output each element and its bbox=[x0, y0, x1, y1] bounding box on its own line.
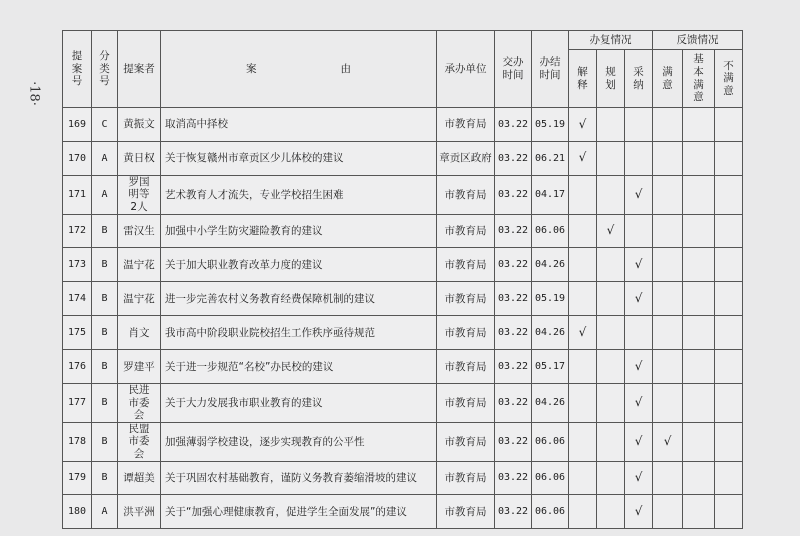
cell-hand-time: 03.22 bbox=[495, 108, 532, 142]
cell-reply-explain bbox=[569, 350, 597, 384]
cell-feedback-basic-satisfied bbox=[683, 108, 715, 142]
header-reply-group: 办复情况 bbox=[569, 31, 653, 50]
cell-unit: 市教育局 bbox=[437, 248, 495, 282]
cell-reply-explain bbox=[569, 175, 597, 214]
cell-category: A bbox=[92, 175, 118, 214]
cell-reply-adopt bbox=[625, 214, 653, 248]
cell-feedback-satisfied bbox=[653, 316, 683, 350]
cell-feedback-basic-satisfied bbox=[683, 175, 715, 214]
cell-feedback-basic-satisfied bbox=[683, 384, 715, 423]
cell-reply-explain bbox=[569, 384, 597, 423]
cell-category: B bbox=[92, 248, 118, 282]
table-row bbox=[63, 422, 743, 461]
table-row bbox=[63, 175, 743, 214]
cell-feedback-satisfied bbox=[653, 108, 683, 142]
cell-reply-explain bbox=[569, 248, 597, 282]
cell-reason: 关于巩固农村基础教育，谨防义务教育萎缩滑坡的建议 bbox=[161, 461, 437, 495]
cell-reply-explain: √ bbox=[569, 141, 597, 175]
cell-feedback-satisfied bbox=[653, 214, 683, 248]
cell-id: 179 bbox=[63, 461, 92, 495]
cell-feedback-satisfied bbox=[653, 495, 683, 529]
proposal-table-container bbox=[62, 30, 742, 519]
cell-feedback-satisfied bbox=[653, 141, 683, 175]
cell-unit: 市教育局 bbox=[437, 384, 495, 423]
cell-reply-adopt: √ bbox=[625, 350, 653, 384]
cell-reply-adopt bbox=[625, 141, 653, 175]
cell-done-time: 04.17 bbox=[532, 175, 569, 214]
cell-id: 169 bbox=[63, 108, 92, 142]
cell-feedback-basic-satisfied bbox=[683, 495, 715, 529]
page-number: ·18· bbox=[26, 81, 42, 106]
cell-feedback-unsatisfied bbox=[715, 214, 743, 248]
cell-done-time: 06.06 bbox=[532, 422, 569, 461]
header-done-time: 办结时间 bbox=[532, 31, 569, 108]
cell-category: B bbox=[92, 214, 118, 248]
cell-feedback-unsatisfied bbox=[715, 422, 743, 461]
cell-reply-plan bbox=[597, 495, 625, 529]
cell-unit: 市教育局 bbox=[437, 350, 495, 384]
cell-feedback-unsatisfied bbox=[715, 141, 743, 175]
cell-hand-time: 03.22 bbox=[495, 422, 532, 461]
cell-feedback-unsatisfied bbox=[715, 282, 743, 316]
cell-feedback-unsatisfied bbox=[715, 350, 743, 384]
cell-done-time: 06.06 bbox=[532, 461, 569, 495]
cell-reply-plan bbox=[597, 422, 625, 461]
cell-feedback-basic-satisfied bbox=[683, 316, 715, 350]
cell-proposer: 罗国明等2人 bbox=[118, 175, 161, 214]
cell-feedback-satisfied: √ bbox=[653, 422, 683, 461]
cell-id: 178 bbox=[63, 422, 92, 461]
cell-unit: 市教育局 bbox=[437, 282, 495, 316]
cell-reply-explain bbox=[569, 422, 597, 461]
cell-proposer: 肖文 bbox=[118, 316, 161, 350]
table-row bbox=[63, 282, 743, 316]
cell-reply-adopt bbox=[625, 108, 653, 142]
cell-feedback-unsatisfied bbox=[715, 316, 743, 350]
cell-done-time: 05.17 bbox=[532, 350, 569, 384]
cell-proposer: 雷汉生 bbox=[118, 214, 161, 248]
cell-feedback-satisfied bbox=[653, 248, 683, 282]
table-row bbox=[63, 461, 743, 495]
cell-hand-time: 03.22 bbox=[495, 248, 532, 282]
cell-feedback-unsatisfied bbox=[715, 175, 743, 214]
header-proposer: 提案者 bbox=[118, 31, 161, 108]
cell-hand-time: 03.22 bbox=[495, 175, 532, 214]
cell-done-time: 06.06 bbox=[532, 214, 569, 248]
cell-category: B bbox=[92, 316, 118, 350]
header-category: 分类号 bbox=[92, 31, 118, 108]
cell-reply-plan bbox=[597, 175, 625, 214]
cell-reply-plan bbox=[597, 350, 625, 384]
cell-id: 176 bbox=[63, 350, 92, 384]
cell-reply-plan bbox=[597, 108, 625, 142]
cell-done-time: 04.26 bbox=[532, 316, 569, 350]
header-feedback-unsatisfied: 不满意 bbox=[715, 50, 743, 108]
header-feedback-basic-satisfied: 基本满意 bbox=[683, 50, 715, 108]
cell-unit: 市教育局 bbox=[437, 108, 495, 142]
cell-reply-plan bbox=[597, 461, 625, 495]
cell-reply-plan bbox=[597, 316, 625, 350]
cell-reply-adopt: √ bbox=[625, 422, 653, 461]
cell-feedback-unsatisfied bbox=[715, 108, 743, 142]
cell-category: A bbox=[92, 495, 118, 529]
cell-hand-time: 03.22 bbox=[495, 495, 532, 529]
cell-reply-adopt: √ bbox=[625, 495, 653, 529]
cell-id: 173 bbox=[63, 248, 92, 282]
cell-reason: 关于大力发展我市职业教育的建议 bbox=[161, 384, 437, 423]
header-reply-plan: 规划 bbox=[597, 50, 625, 108]
cell-hand-time: 03.22 bbox=[495, 384, 532, 423]
cell-id: 180 bbox=[63, 495, 92, 529]
cell-reply-explain: √ bbox=[569, 108, 597, 142]
cell-feedback-satisfied bbox=[653, 350, 683, 384]
cell-reply-adopt: √ bbox=[625, 175, 653, 214]
cell-feedback-basic-satisfied bbox=[683, 282, 715, 316]
cell-feedback-satisfied bbox=[653, 175, 683, 214]
table-row bbox=[63, 495, 743, 529]
table-row bbox=[63, 108, 743, 142]
cell-done-time: 06.06 bbox=[532, 495, 569, 529]
header-id: 提案号 bbox=[63, 31, 92, 108]
cell-id: 177 bbox=[63, 384, 92, 423]
cell-unit: 市教育局 bbox=[437, 214, 495, 248]
cell-hand-time: 03.22 bbox=[495, 214, 532, 248]
table-row bbox=[63, 214, 743, 248]
cell-unit: 市教育局 bbox=[437, 422, 495, 461]
cell-reason: 取消高中择校 bbox=[161, 108, 437, 142]
cell-unit: 章贡区政府 bbox=[437, 141, 495, 175]
table-row bbox=[63, 248, 743, 282]
header-reply-explain: 解释 bbox=[569, 50, 597, 108]
cell-proposer: 洪平洲 bbox=[118, 495, 161, 529]
cell-reason: 关于加大职业教育改革力度的建议 bbox=[161, 248, 437, 282]
cell-feedback-basic-satisfied bbox=[683, 422, 715, 461]
cell-proposer: 黄振文 bbox=[118, 108, 161, 142]
cell-reason: 我市高中阶段职业院校招生工作秩序亟待规范 bbox=[161, 316, 437, 350]
proposal-table bbox=[62, 30, 743, 529]
cell-hand-time: 03.22 bbox=[495, 316, 532, 350]
cell-reply-plan bbox=[597, 384, 625, 423]
cell-unit: 市教育局 bbox=[437, 495, 495, 529]
cell-done-time: 05.19 bbox=[532, 282, 569, 316]
cell-feedback-basic-satisfied bbox=[683, 461, 715, 495]
cell-reply-adopt: √ bbox=[625, 384, 653, 423]
cell-reason: 加强中小学生防灾避险教育的建议 bbox=[161, 214, 437, 248]
table-row bbox=[63, 350, 743, 384]
cell-reply-plan bbox=[597, 141, 625, 175]
cell-proposer: 罗建平 bbox=[118, 350, 161, 384]
cell-feedback-satisfied bbox=[653, 282, 683, 316]
cell-feedback-basic-satisfied bbox=[683, 141, 715, 175]
cell-feedback-satisfied bbox=[653, 384, 683, 423]
cell-feedback-unsatisfied bbox=[715, 248, 743, 282]
cell-reason: 关于进一步规范“名校”办民校的建议 bbox=[161, 350, 437, 384]
cell-reason: 关于恢复赣州市章贡区少儿体校的建议 bbox=[161, 141, 437, 175]
cell-reply-explain bbox=[569, 282, 597, 316]
cell-feedback-satisfied bbox=[653, 461, 683, 495]
header-feedback-satisfied: 满意 bbox=[653, 50, 683, 108]
cell-proposer: 温宁花 bbox=[118, 248, 161, 282]
cell-proposer: 谭超美 bbox=[118, 461, 161, 495]
cell-reason: 关于“加强心理健康教育，促进学生全面发展”的建议 bbox=[161, 495, 437, 529]
cell-category: A bbox=[92, 141, 118, 175]
table-row bbox=[63, 141, 743, 175]
header-reason: 案 由 bbox=[161, 31, 437, 108]
cell-reply-plan bbox=[597, 248, 625, 282]
cell-reply-adopt: √ bbox=[625, 282, 653, 316]
cell-feedback-unsatisfied bbox=[715, 384, 743, 423]
cell-id: 171 bbox=[63, 175, 92, 214]
header-unit: 承办单位 bbox=[437, 31, 495, 108]
cell-reply-explain: √ bbox=[569, 316, 597, 350]
cell-hand-time: 03.22 bbox=[495, 282, 532, 316]
cell-category: B bbox=[92, 282, 118, 316]
cell-reason: 艺术教育人才流失，专业学校招生困难 bbox=[161, 175, 437, 214]
cell-feedback-basic-satisfied bbox=[683, 350, 715, 384]
table-row bbox=[63, 384, 743, 423]
cell-reply-adopt: √ bbox=[625, 248, 653, 282]
cell-feedback-basic-satisfied bbox=[683, 214, 715, 248]
cell-reply-explain bbox=[569, 214, 597, 248]
cell-proposer: 民盟市委会 bbox=[118, 422, 161, 461]
header-feedback-group: 反馈情况 bbox=[653, 31, 743, 50]
cell-done-time: 06.21 bbox=[532, 141, 569, 175]
cell-hand-time: 03.22 bbox=[495, 461, 532, 495]
cell-reply-plan bbox=[597, 282, 625, 316]
cell-hand-time: 03.22 bbox=[495, 141, 532, 175]
cell-reply-adopt bbox=[625, 316, 653, 350]
cell-unit: 市教育局 bbox=[437, 461, 495, 495]
header-hand-time: 交办时间 bbox=[495, 31, 532, 108]
cell-category: B bbox=[92, 384, 118, 423]
cell-done-time: 04.26 bbox=[532, 248, 569, 282]
cell-reply-plan: √ bbox=[597, 214, 625, 248]
cell-proposer: 温宁花 bbox=[118, 282, 161, 316]
header-reply-adopt: 采纳 bbox=[625, 50, 653, 108]
cell-feedback-unsatisfied bbox=[715, 461, 743, 495]
cell-id: 175 bbox=[63, 316, 92, 350]
cell-proposer: 黄日权 bbox=[118, 141, 161, 175]
cell-reason: 进一步完善农村义务教育经费保障机制的建议 bbox=[161, 282, 437, 316]
table-row bbox=[63, 316, 743, 350]
cell-category: B bbox=[92, 350, 118, 384]
cell-id: 172 bbox=[63, 214, 92, 248]
cell-proposer: 民进市委会 bbox=[118, 384, 161, 423]
cell-id: 170 bbox=[63, 141, 92, 175]
cell-done-time: 05.19 bbox=[532, 108, 569, 142]
proposal-rows bbox=[63, 108, 743, 529]
cell-feedback-unsatisfied bbox=[715, 495, 743, 529]
cell-category: B bbox=[92, 422, 118, 461]
cell-id: 174 bbox=[63, 282, 92, 316]
cell-reply-explain bbox=[569, 461, 597, 495]
cell-category: B bbox=[92, 461, 118, 495]
cell-category: C bbox=[92, 108, 118, 142]
cell-feedback-basic-satisfied bbox=[683, 248, 715, 282]
cell-reply-explain bbox=[569, 495, 597, 529]
cell-reason: 加强薄弱学校建设，逐步实现教育的公平性 bbox=[161, 422, 437, 461]
cell-reply-adopt: √ bbox=[625, 461, 653, 495]
cell-done-time: 04.26 bbox=[532, 384, 569, 423]
cell-unit: 市教育局 bbox=[437, 175, 495, 214]
cell-unit: 市教育局 bbox=[437, 316, 495, 350]
cell-hand-time: 03.22 bbox=[495, 350, 532, 384]
